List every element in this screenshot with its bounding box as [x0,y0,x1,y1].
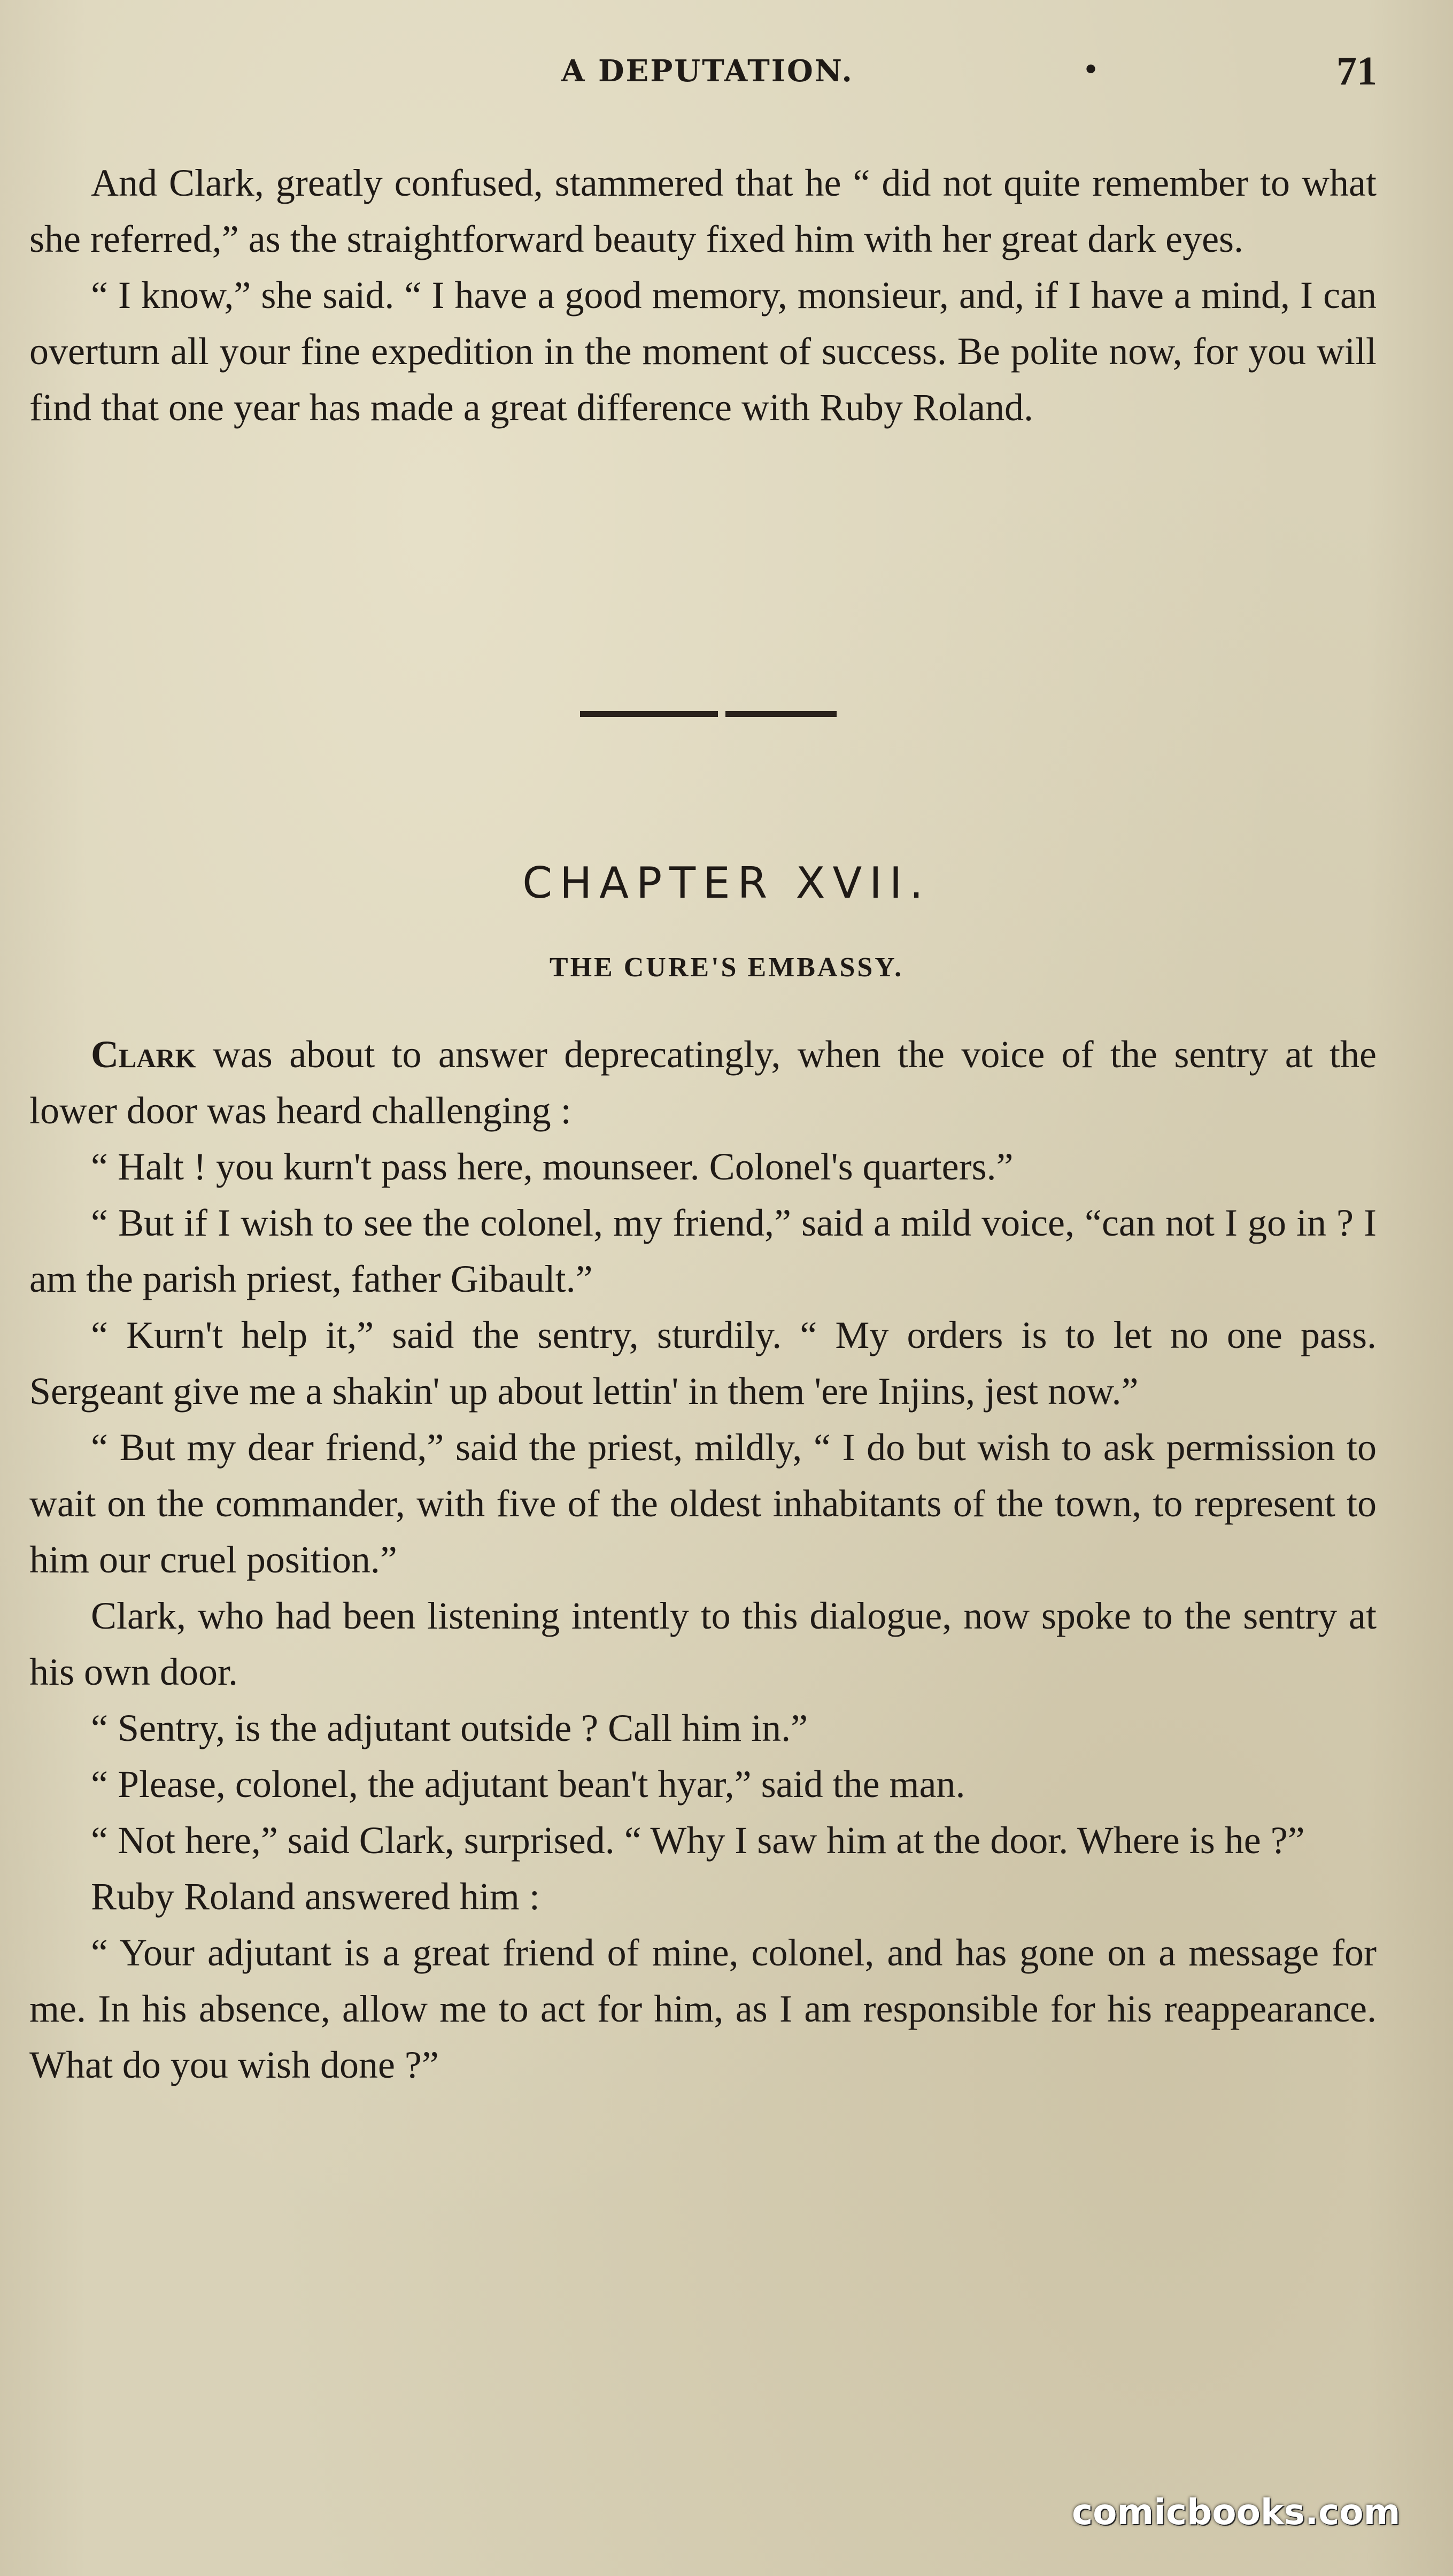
running-title-dot: • [1085,51,1097,87]
running-title: A DEPUTATION. [561,53,854,89]
paragraph: “ But if I wish to see the colonel, my friend,” said a mild voice, “can not I go in ? I am the parish priest, father Gibault.” [29,1201,1377,1300]
paragraph: Ruby Roland answered him : [91,1875,540,1918]
main-text-block [29,1027,1377,2093]
top-text-block [29,155,1377,436]
paragraph [29,1027,1377,1139]
opening-text: was about to answer deprecatingly, when the voice of the sentry at the lower door was heard challenging : [29,1033,1377,1132]
chapter-subtitle: THE CURE'S EMBASSY. [549,952,904,983]
paragraph: And Clark, greatly confused, stammered that he “ did not quite remember to what she referred,” as the straightforward beauty fixed him with her great dark eyes. [29,161,1377,260]
paragraph: “ Your adjutant is a great friend of mine, colonel, and has gone on a message for me. In his absence, allow me to act for him, as I am responsible for his reappearance. What do you wish done ?” [29,1931,1377,2086]
paragraph: “ Please, colonel, the adjutant bean't hyar,” said the man. [91,1763,965,1806]
section-divider [580,711,837,718]
paragraph: “ Not here,” said Clark, surprised. “ Why I saw him at the door. Where is he ?” [91,1819,1305,1862]
paragraph: “ I know,” she said. “ I have a good memory, monsieur, and, if I have a mind, I can overturn all your fine expedition in the moment of success. Be polite now, for you will find that one year has made a great difference with Ruby Roland. [29,274,1377,429]
paragraph: “ Sentry, is the adjutant outside ? Call him in.” [91,1707,808,1749]
paragraph: “ Halt ! you kurn't pass here, mounseer. Colonel's quarters.” [91,1145,1014,1188]
paragraph: Clark, who had been listening intently to this dialogue, now spoke to the sentry at his own door. [29,1594,1377,1693]
paragraph: “ But my dear friend,” said the priest, mildly, “ I do but wish to ask permission to wait on the commander, with five of the oldest inhabitants of the town, to represent to him our cruel position.” [29,1426,1377,1581]
page-number: 71 [1336,49,1377,94]
paragraph: “ Kurn't help it,” said the sentry, sturdily. “ My orders is to let no one pass. Sergeant give me a shakin' up about lettin' in them 'ere Injins, jest now.” [29,1314,1377,1413]
opening-word: Clark [91,1033,196,1076]
chapter-title: CHAPTER XVII. [522,858,931,908]
watermark: comicbooks.com [1072,2492,1401,2533]
